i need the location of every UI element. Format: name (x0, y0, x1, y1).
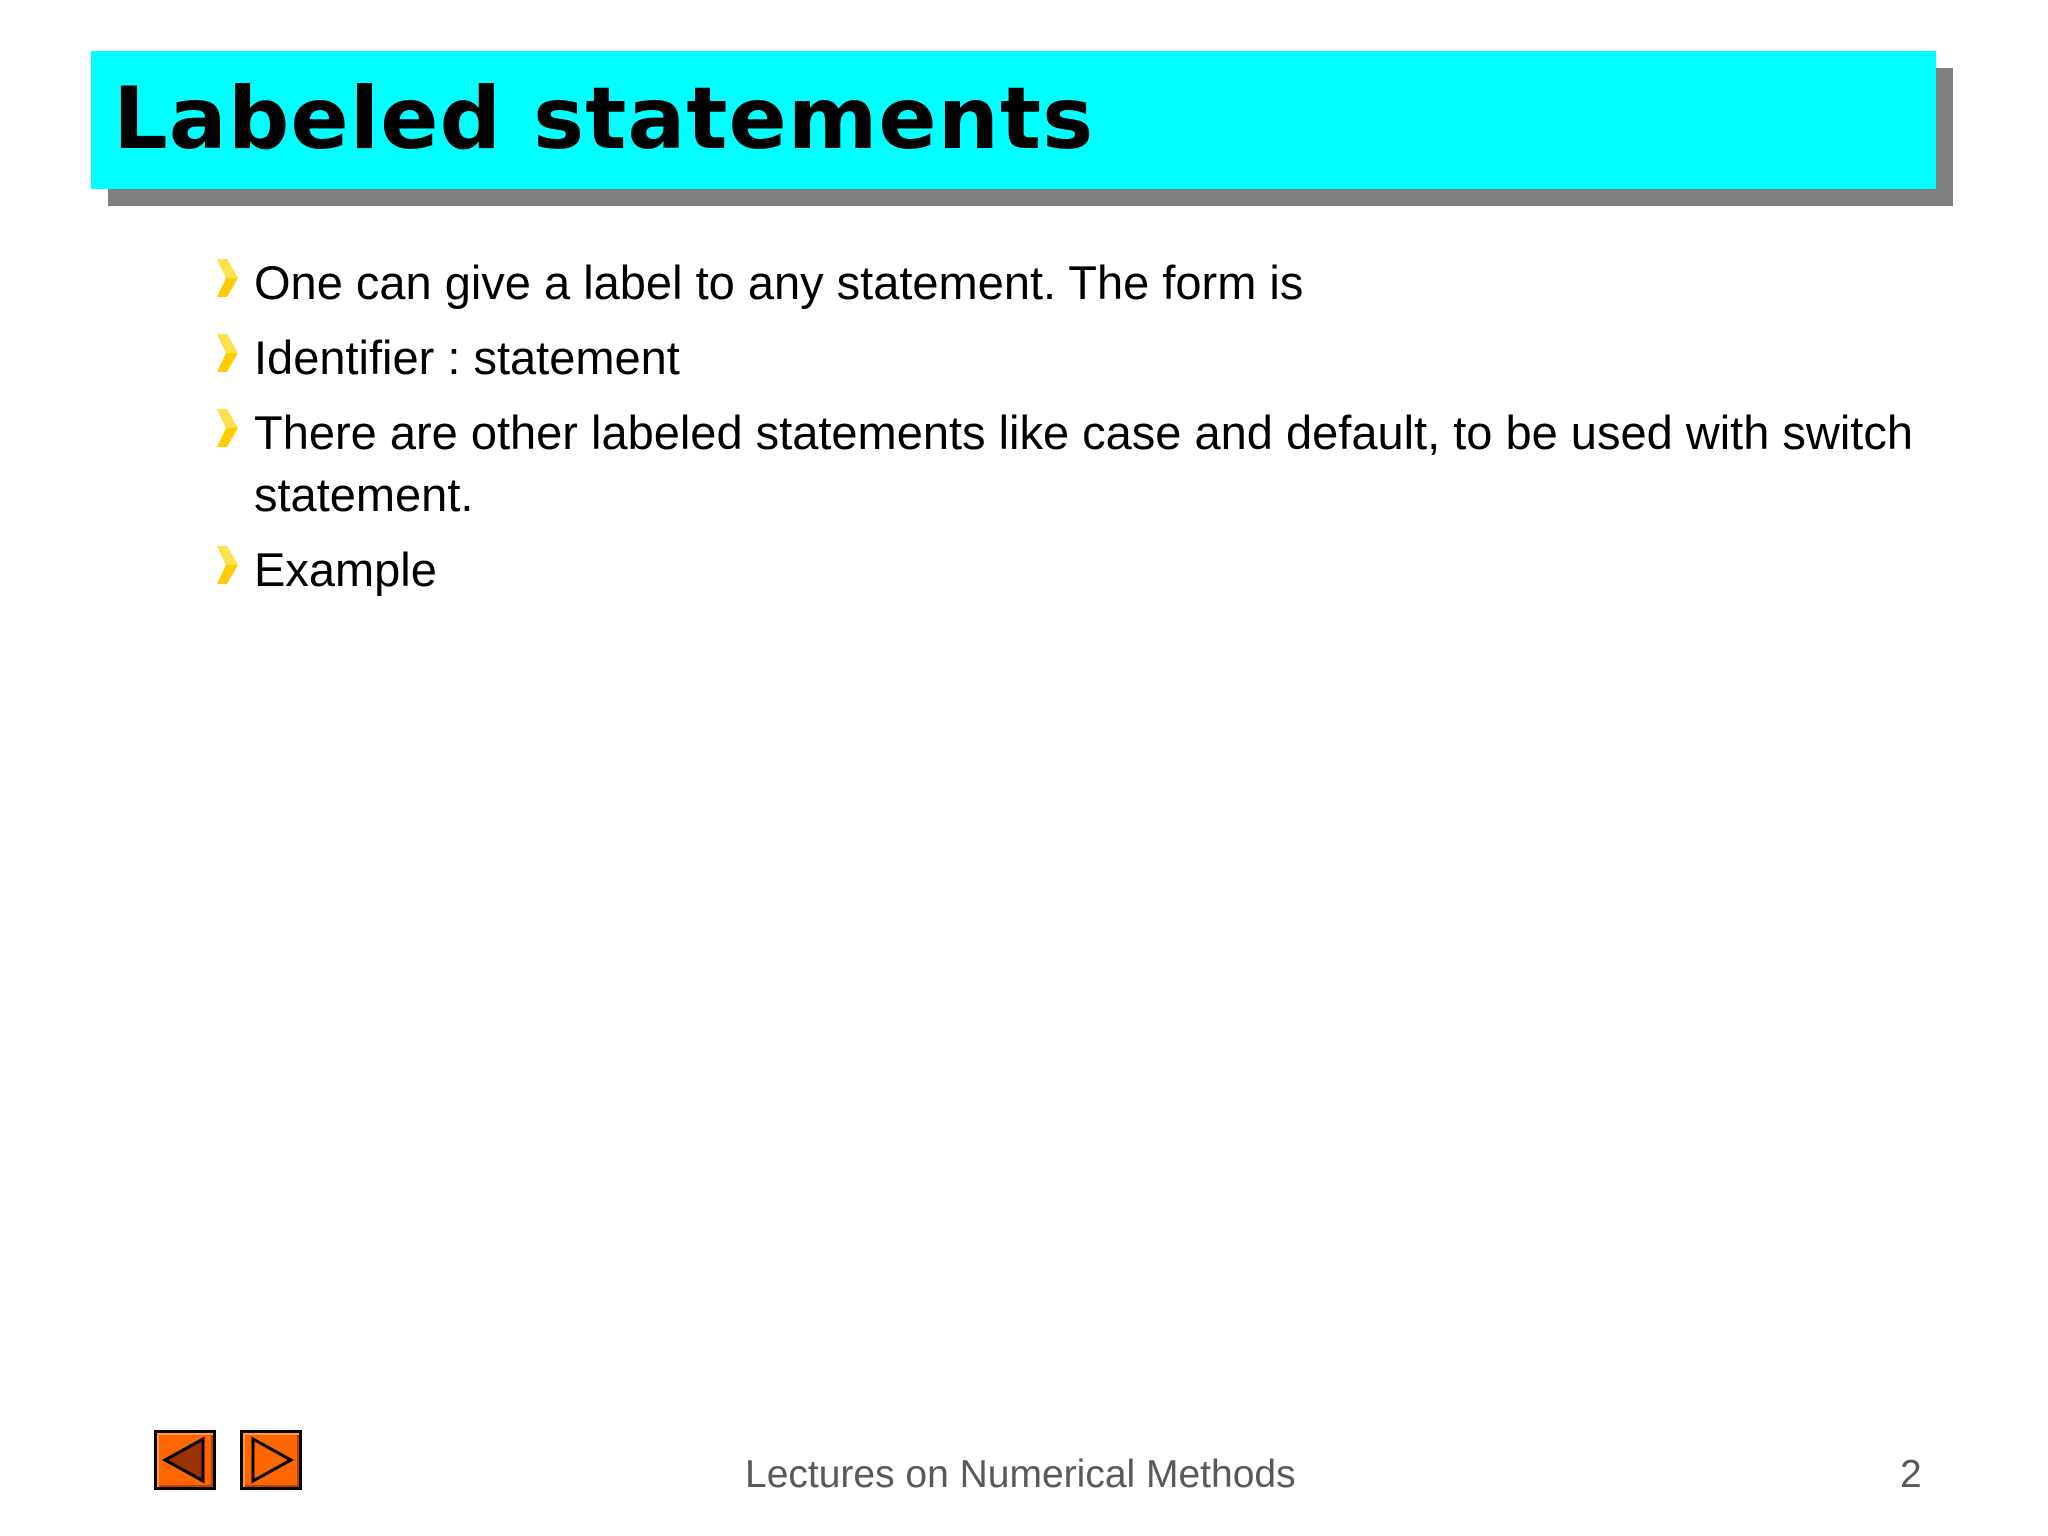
bullet-item (210, 402, 1930, 526)
bullet-list (210, 252, 1930, 614)
yellow-arrow-bullet-icon (214, 333, 240, 373)
right-triangle-icon (243, 1433, 299, 1487)
left-triangle-icon (157, 1433, 213, 1487)
yellow-arrow-bullet-icon (214, 545, 240, 585)
page-number: 2 (1900, 1453, 1922, 1496)
bullet-item (210, 327, 1930, 389)
bullet-text: Example (254, 543, 437, 596)
bullet-item (210, 252, 1930, 314)
slide-title: Labeled statements (113, 69, 1095, 169)
bullet-item (210, 539, 1930, 601)
previous-slide-button[interactable] (154, 1430, 216, 1490)
yellow-arrow-bullet-icon (214, 408, 240, 448)
bullet-text: Identifier : statement (254, 331, 680, 384)
title-banner (91, 51, 1936, 189)
next-slide-button[interactable] (240, 1430, 302, 1490)
footer-title: Lectures on Numerical Methods (745, 1453, 1296, 1496)
yellow-arrow-bullet-icon (214, 258, 240, 298)
bullet-text: There are other labeled statements like case and default, to be used with switch statement. (254, 406, 1913, 521)
bullet-text: One can give a label to any statement. The form is (254, 256, 1304, 309)
